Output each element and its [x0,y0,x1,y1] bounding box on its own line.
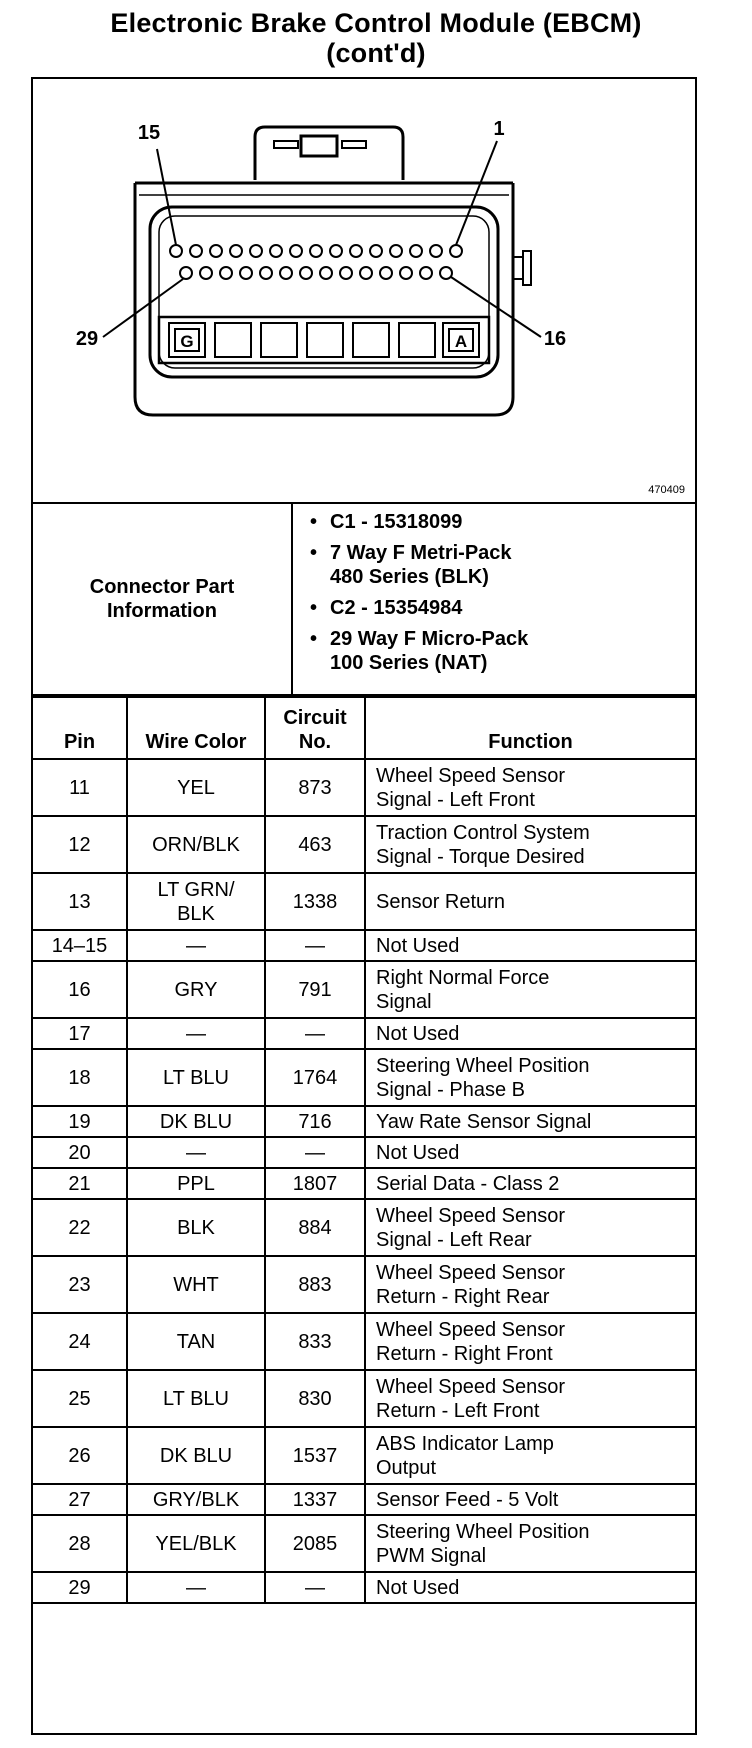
cell-wire-color: DK BLU [127,1106,265,1137]
pinout-rows [33,759,695,1603]
cell-circuit: 1807 [265,1168,365,1199]
cell-pin: 24 [33,1313,127,1370]
cell-pin: 18 [33,1049,127,1106]
cell-circuit: 463 [265,816,365,873]
cell-function: Wheel Speed Sensor Signal - Left Front [365,759,695,816]
cell-pin: 23 [33,1256,127,1313]
table-row [33,1018,695,1049]
cell-function: Not Used [365,1572,695,1603]
header-pin: Pin [33,697,127,759]
cell-function: Not Used [365,1137,695,1168]
cell-function: ABS Indicator Lamp Output [365,1427,695,1484]
cell-wire-color: ORN/BLK [127,816,265,873]
cell-pin: 29 [33,1572,127,1603]
cell-pin: 26 [33,1427,127,1484]
cell-function: Wheel Speed Sensor Return - Left Front [365,1370,695,1427]
cell-wire-color: YEL/BLK [127,1515,265,1572]
connector-info-label [33,504,293,694]
table-row [33,1137,695,1168]
connector-part-info [33,504,695,696]
pin-label-1: 1 [493,118,505,140]
cell-function: Traction Control System Signal - Torque Desired [365,816,695,873]
cavity-label-g: G [180,332,194,351]
cell-circuit: 716 [265,1106,365,1137]
cell-function: Sensor Feed - 5 Volt [365,1484,695,1515]
connector-diagram [33,79,695,504]
table-header-row [33,697,695,759]
table-row [33,1199,695,1256]
cell-wire-color: WHT [127,1256,265,1313]
pin-label-16: 16 [543,328,567,350]
cavity-label-a: A [454,332,468,351]
connector-drawing [33,79,695,502]
cell-circuit: 2085 [265,1515,365,1572]
cell-function: Serial Data - Class 2 [365,1168,695,1199]
cell-circuit: 1337 [265,1484,365,1515]
header-wire-color: Wire Color [127,697,265,759]
connector-info-item: • 29 Way F Micro-Pack 100 Series (NAT) [308,627,688,675]
figure-id: 470409 [648,484,685,496]
connector-info-item: • C2 - 15354984 [308,596,688,620]
cell-pin: 20 [33,1137,127,1168]
cell-wire-color: — [127,1572,265,1603]
cell-circuit: 791 [265,961,365,1018]
table-row [33,1313,695,1370]
connector-info-list [308,510,688,682]
cell-wire-color: GRY [127,961,265,1018]
pinout-table [33,696,695,1604]
table-row [33,1168,695,1199]
table-row [33,1049,695,1106]
cell-circuit: — [265,1137,365,1168]
table-row [33,873,695,930]
cell-pin: 12 [33,816,127,873]
cell-circuit: 883 [265,1256,365,1313]
cell-pin: 28 [33,1515,127,1572]
cell-pin: 19 [33,1106,127,1137]
cell-pin: 13 [33,873,127,930]
connector-info-label-text: Connector Part Information [89,576,235,622]
cell-function: Steering Wheel Position Signal - Phase B [365,1049,695,1106]
table-row [33,961,695,1018]
cell-wire-color: YEL [127,759,265,816]
table-row [33,1106,695,1137]
cell-wire-color: PPL [127,1168,265,1199]
cell-circuit: 833 [265,1313,365,1370]
cell-pin: 25 [33,1370,127,1427]
table-row [33,1484,695,1515]
cell-pin: 11 [33,759,127,816]
cell-pin: 22 [33,1199,127,1256]
pin-label-29: 29 [75,328,99,350]
connector-sheet [31,77,697,1735]
pin-label-15: 15 [137,122,161,144]
header-circuit: Circuit No. [265,697,365,759]
table-row [33,759,695,816]
cell-function: Yaw Rate Sensor Signal [365,1106,695,1137]
cell-function: Wheel Speed Sensor Return - Right Front [365,1313,695,1370]
cell-function: Not Used [365,1018,695,1049]
cell-circuit: 884 [265,1199,365,1256]
cell-function: Steering Wheel Position PWM Signal [365,1515,695,1572]
cell-function: Wheel Speed Sensor Signal - Left Rear [365,1199,695,1256]
table-row [33,816,695,873]
cell-function: Not Used [365,930,695,961]
cell-circuit: 1764 [265,1049,365,1106]
cell-wire-color: — [127,1137,265,1168]
cell-pin: 16 [33,961,127,1018]
cell-pin: 27 [33,1484,127,1515]
cell-circuit: 830 [265,1370,365,1427]
table-row [33,1427,695,1484]
title-line-1: Electronic Brake Control Module (EBCM) [110,8,642,38]
cell-circuit: 873 [265,759,365,816]
connector-info-item: • 7 Way F Metri-Pack 480 Series (BLK) [308,541,688,589]
title-line-2: (cont'd) [326,38,426,68]
cell-circuit: — [265,1572,365,1603]
cell-wire-color: LT BLU [127,1049,265,1106]
cell-wire-color: — [127,930,265,961]
table-row [33,1572,695,1603]
cell-wire-color: GRY/BLK [127,1484,265,1515]
table-row [33,1370,695,1427]
cell-circuit: 1537 [265,1427,365,1484]
cell-circuit: 1338 [265,873,365,930]
connector-info-item: • C1 - 15318099 [308,510,688,534]
cell-circuit: — [265,1018,365,1049]
page-title [0,8,752,68]
table-row [33,930,695,961]
cell-wire-color: TAN [127,1313,265,1370]
cell-wire-color: LT BLU [127,1370,265,1427]
table-row [33,1515,695,1572]
cell-pin: 14–15 [33,930,127,961]
cell-function: Wheel Speed Sensor Return - Right Rear [365,1256,695,1313]
cell-pin: 17 [33,1018,127,1049]
cell-wire-color: LT GRN/ BLK [127,873,265,930]
header-function: Function [365,697,695,759]
cell-function: Sensor Return [365,873,695,930]
cell-wire-color: DK BLU [127,1427,265,1484]
cell-circuit: — [265,930,365,961]
cell-wire-color: BLK [127,1199,265,1256]
table-row [33,1256,695,1313]
cell-function: Right Normal Force Signal [365,961,695,1018]
cell-pin: 21 [33,1168,127,1199]
cell-wire-color: — [127,1018,265,1049]
